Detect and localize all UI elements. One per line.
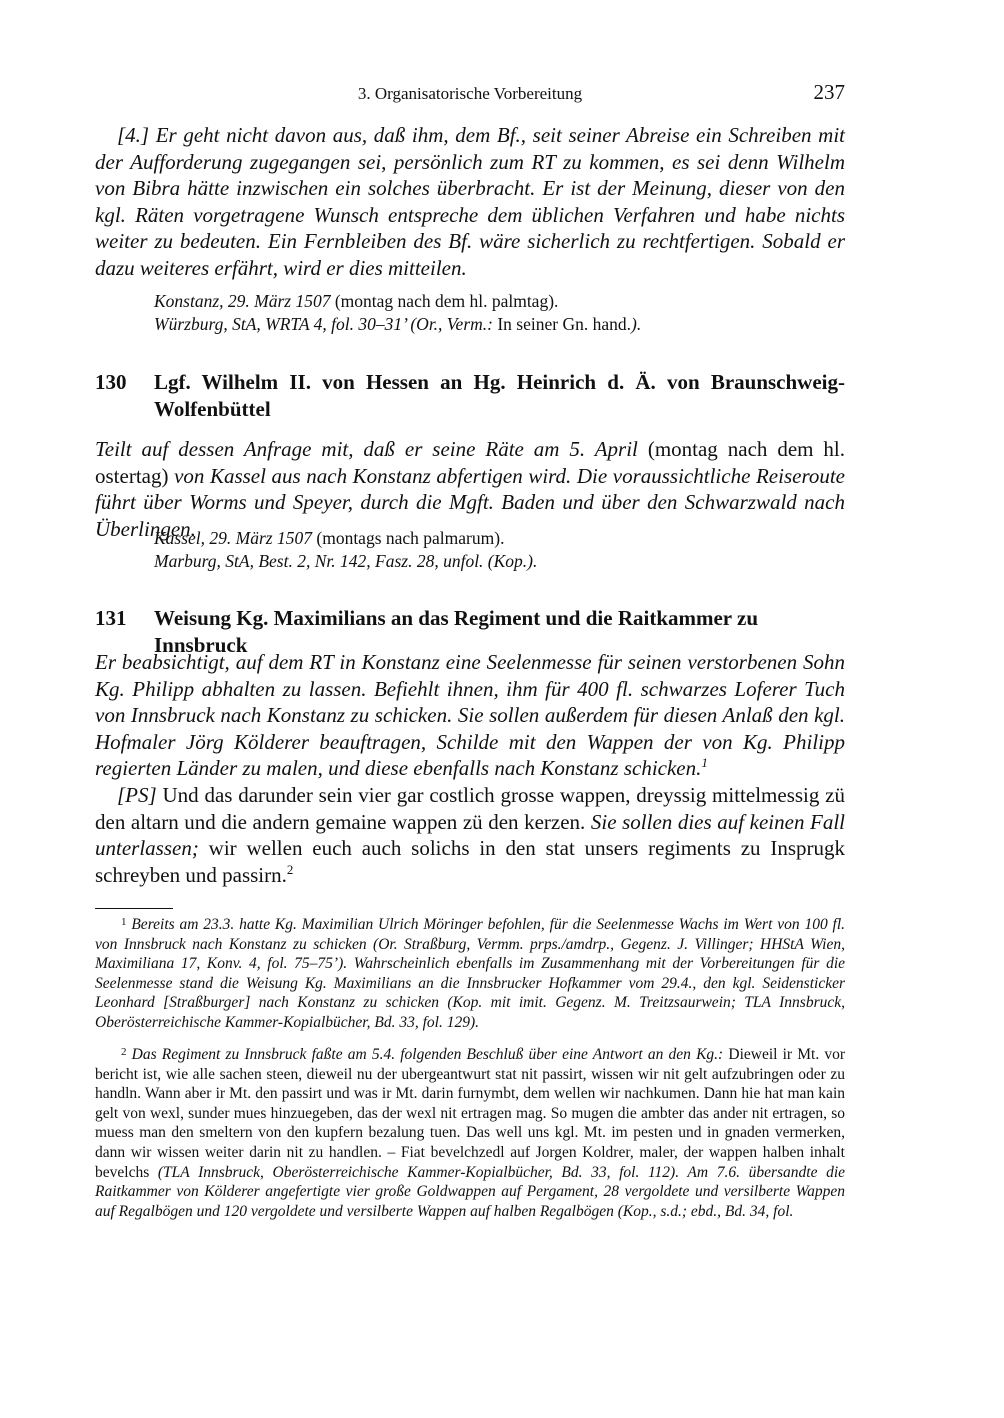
footnote-2-intro: Das Regiment zu Innsbruck faßte am 5.4. folgenden Beschluß über eine Antwort an den Kg.: — [131, 1046, 724, 1063]
footnote-rule — [95, 908, 173, 909]
page-number: 237 — [813, 80, 845, 104]
doc129-text: [4.] Er geht nicht davon aus, daß ihm, dem Bf., seit seiner Abreise ein Schreiben mit der Aufforderung zugegangen sei, persönlich zum RT zu kommen, es sei denn Wilhelm von Bibra hätte inzwischen ein solches überbracht. Er ist der Meinung, dieser von den kgl. Räten vorgetragene Wunsch entspreche dem üblichen Verfahren und habe nichts weiter zu bedeuten. Ein Fernbleiben des Bf. wäre sicherlich zu rechtfertigen. Sobald er dazu weiteres erfährt, wird er dies mitteilen. — [95, 123, 845, 280]
ps-label: [PS] — [117, 782, 157, 807]
footnote-1-text: Bereits am 23.3. hatte Kg. Maximilian Ulrich Möringer befohlen, für die Seelenmesse Wachs im Wert von 100 fl. von Innsbruck nach Konstanz zu schicken (Or. Straßburg, Vermm. prps./amdrp., Gegenz. J. Villinger; HHStA Wien, Maximiliana 17, Konv. 4, fol. 75–75’). Wahrscheinlich ebenfalls im Zusammenhang mit der Vorbereitungen für die Seelenmesse stand die Weisung Kg. Maximilians an die Innsbrucker Hofkammer vom 29.4., den kgl. Seidensticker Leonhard [Straßburger] nach Konstanz zu schicken (Kop. mit imit. Gegenz. M. Treitzsaurwein; TLA Innsbruck, Oberösterreichische Kammer-Kopialbücher, Bd. 33, fol. 129). — [95, 916, 846, 1031]
doc131-regest — [95, 649, 845, 888]
doc131-text — [95, 649, 845, 782]
doc129-date-place: Konstanz, 29. März 1507 — [154, 291, 331, 311]
section-title: 3. Organisatorische Vorbereitung — [357, 84, 583, 103]
doc130-text-c: von Kassel aus nach Konstanz abfertigen wird. Die voraussichtliche Reiseroute führt über Worms und Speyer, durch die Mgft. Baden und über den Schwarzwald nach Überlingen. — [95, 463, 846, 541]
ps-text-c: wir wellen euch auch solichs in den stat unsers regiments zu Insprugk schreyben und passirn. — [95, 836, 846, 887]
footnote-1 — [95, 913, 845, 1033]
doc130-date-place: Kassel, 29. März 1507 — [154, 528, 312, 548]
doc131-postscript — [95, 782, 845, 888]
ps-text-a: Und das darunder sein vier gar costlich grosse wappen, dreyssig mittelmessig zü den altarn und die andern gemaine wappen zü den kerzen. — [95, 782, 845, 834]
doc129-regest — [95, 122, 845, 282]
doc130-text-a: Teilt auf dessen Anfrage mit, daß er seine Räte am 5. April — [95, 437, 638, 461]
footnote-2-mark: 2 — [121, 1046, 127, 1058]
doc131-text-body: Er beabsichtigt, auf dem RT in Konstanz eine Seelenmesse für seinen verstorbenen Sohn Kg. Philipp abhalten zu lassen. Befiehlt ihnen, ihm für 400 fl. schwarzes Loferer Tuch von Innsbruck nach Konstanz zu schicken. Sie sollen außerdem für diesen Anlaß den kgl. Hofmaler Jörg Kölderer beauftragen, Schilde mit den Wappen der von Kg. Philipp regierten Länder zu malen, und diese ebenfalls nach Konstanz schicken. — [95, 650, 845, 781]
doc130-dating — [154, 527, 844, 572]
doc129-source-note: In seiner Gn. hand. — [497, 313, 632, 334]
running-header — [95, 80, 845, 108]
doc130-date-note: (montags nach palmarum). — [316, 528, 505, 548]
doc130-text-b: (montag nach dem hl. ostertag) — [95, 437, 845, 488]
ps-text-b: Sie sollen dies auf keinen Fall unterlassen; — [95, 809, 846, 861]
doc129-source-end: ). — [631, 313, 642, 334]
footnote-2-quote: Dieweil ir Mt. vor bericht ist, wie alle sachen steen, dieweil nu der ubergeantwurt stat nit passirt, wissen wir nit gelt aufzubringen oder zu handln. Wann aber ir Mt. den passirt und was ir Mt. darin furnymbt, dem wellen wir nachkumen. Dann hie hat man kain gelt von wexl, sunder mues hinzuegeben, das der wexl nit ertragen mag. So mugen die ambter das ander nit ertragen, so muess man den smeltern von den kupfern bezalung tuen. Das well uns kgl. Mt. im pesten und in gnaden vermerken, dann wir wissen weiter darin nit zu handlen. – Fiat bevelchzedl auf Jorgen Koldrer, maler, der wappen halben inhalt bevelchs — [95, 1046, 846, 1181]
footnote-2-outro: (TLA Innsbruck, Oberösterreichische Kammer-Kopialbücher, Bd. 33, fol. 112). Am 7.6. übersandte die Raitkammer von Kölderer angefertigte vier große Goldwappen auf Pergament, 28 vergoldete und versilberte Wappen auf Regalbögen und 120 vergoldete und versilberte Wappen auf halben Regalbögen (Kop., s.d.; ebd., Bd. 34, fol. — [95, 1163, 846, 1220]
doc130-source: Marburg, StA, Best. 2, Nr. 142, Fasz. 28, unfol. (Kop.). — [154, 550, 538, 571]
doc131-title: Weisung Kg. Maximilians an das Regiment und die Raitkammer zu Innsbruck — [154, 606, 758, 657]
doc129-dating — [154, 290, 844, 335]
doc129-source: Würzburg, StA, WRTA 4, fol. 30–31’ (Or., Verm.: — [154, 313, 493, 334]
footnote-ref-2[interactable]: 2 — [286, 861, 294, 877]
doc130-title-line1: Lgf. Wilhelm II. von Hessen an Hg. Heinrich d. Ä. von Braunschweig- — [154, 370, 845, 394]
footnote-ref-1[interactable]: 1 — [701, 755, 708, 771]
doc130-number: 130 — [95, 370, 127, 394]
doc130-heading — [95, 369, 845, 422]
doc129-date-note: (montag nach dem hl. palmtag). — [334, 291, 559, 311]
doc131-number: 131 — [95, 606, 127, 630]
doc130-title-line2: Wolfenbüttel — [154, 396, 271, 421]
footnote-2 — [95, 1043, 845, 1221]
footnote-1-mark: 1 — [121, 916, 127, 928]
